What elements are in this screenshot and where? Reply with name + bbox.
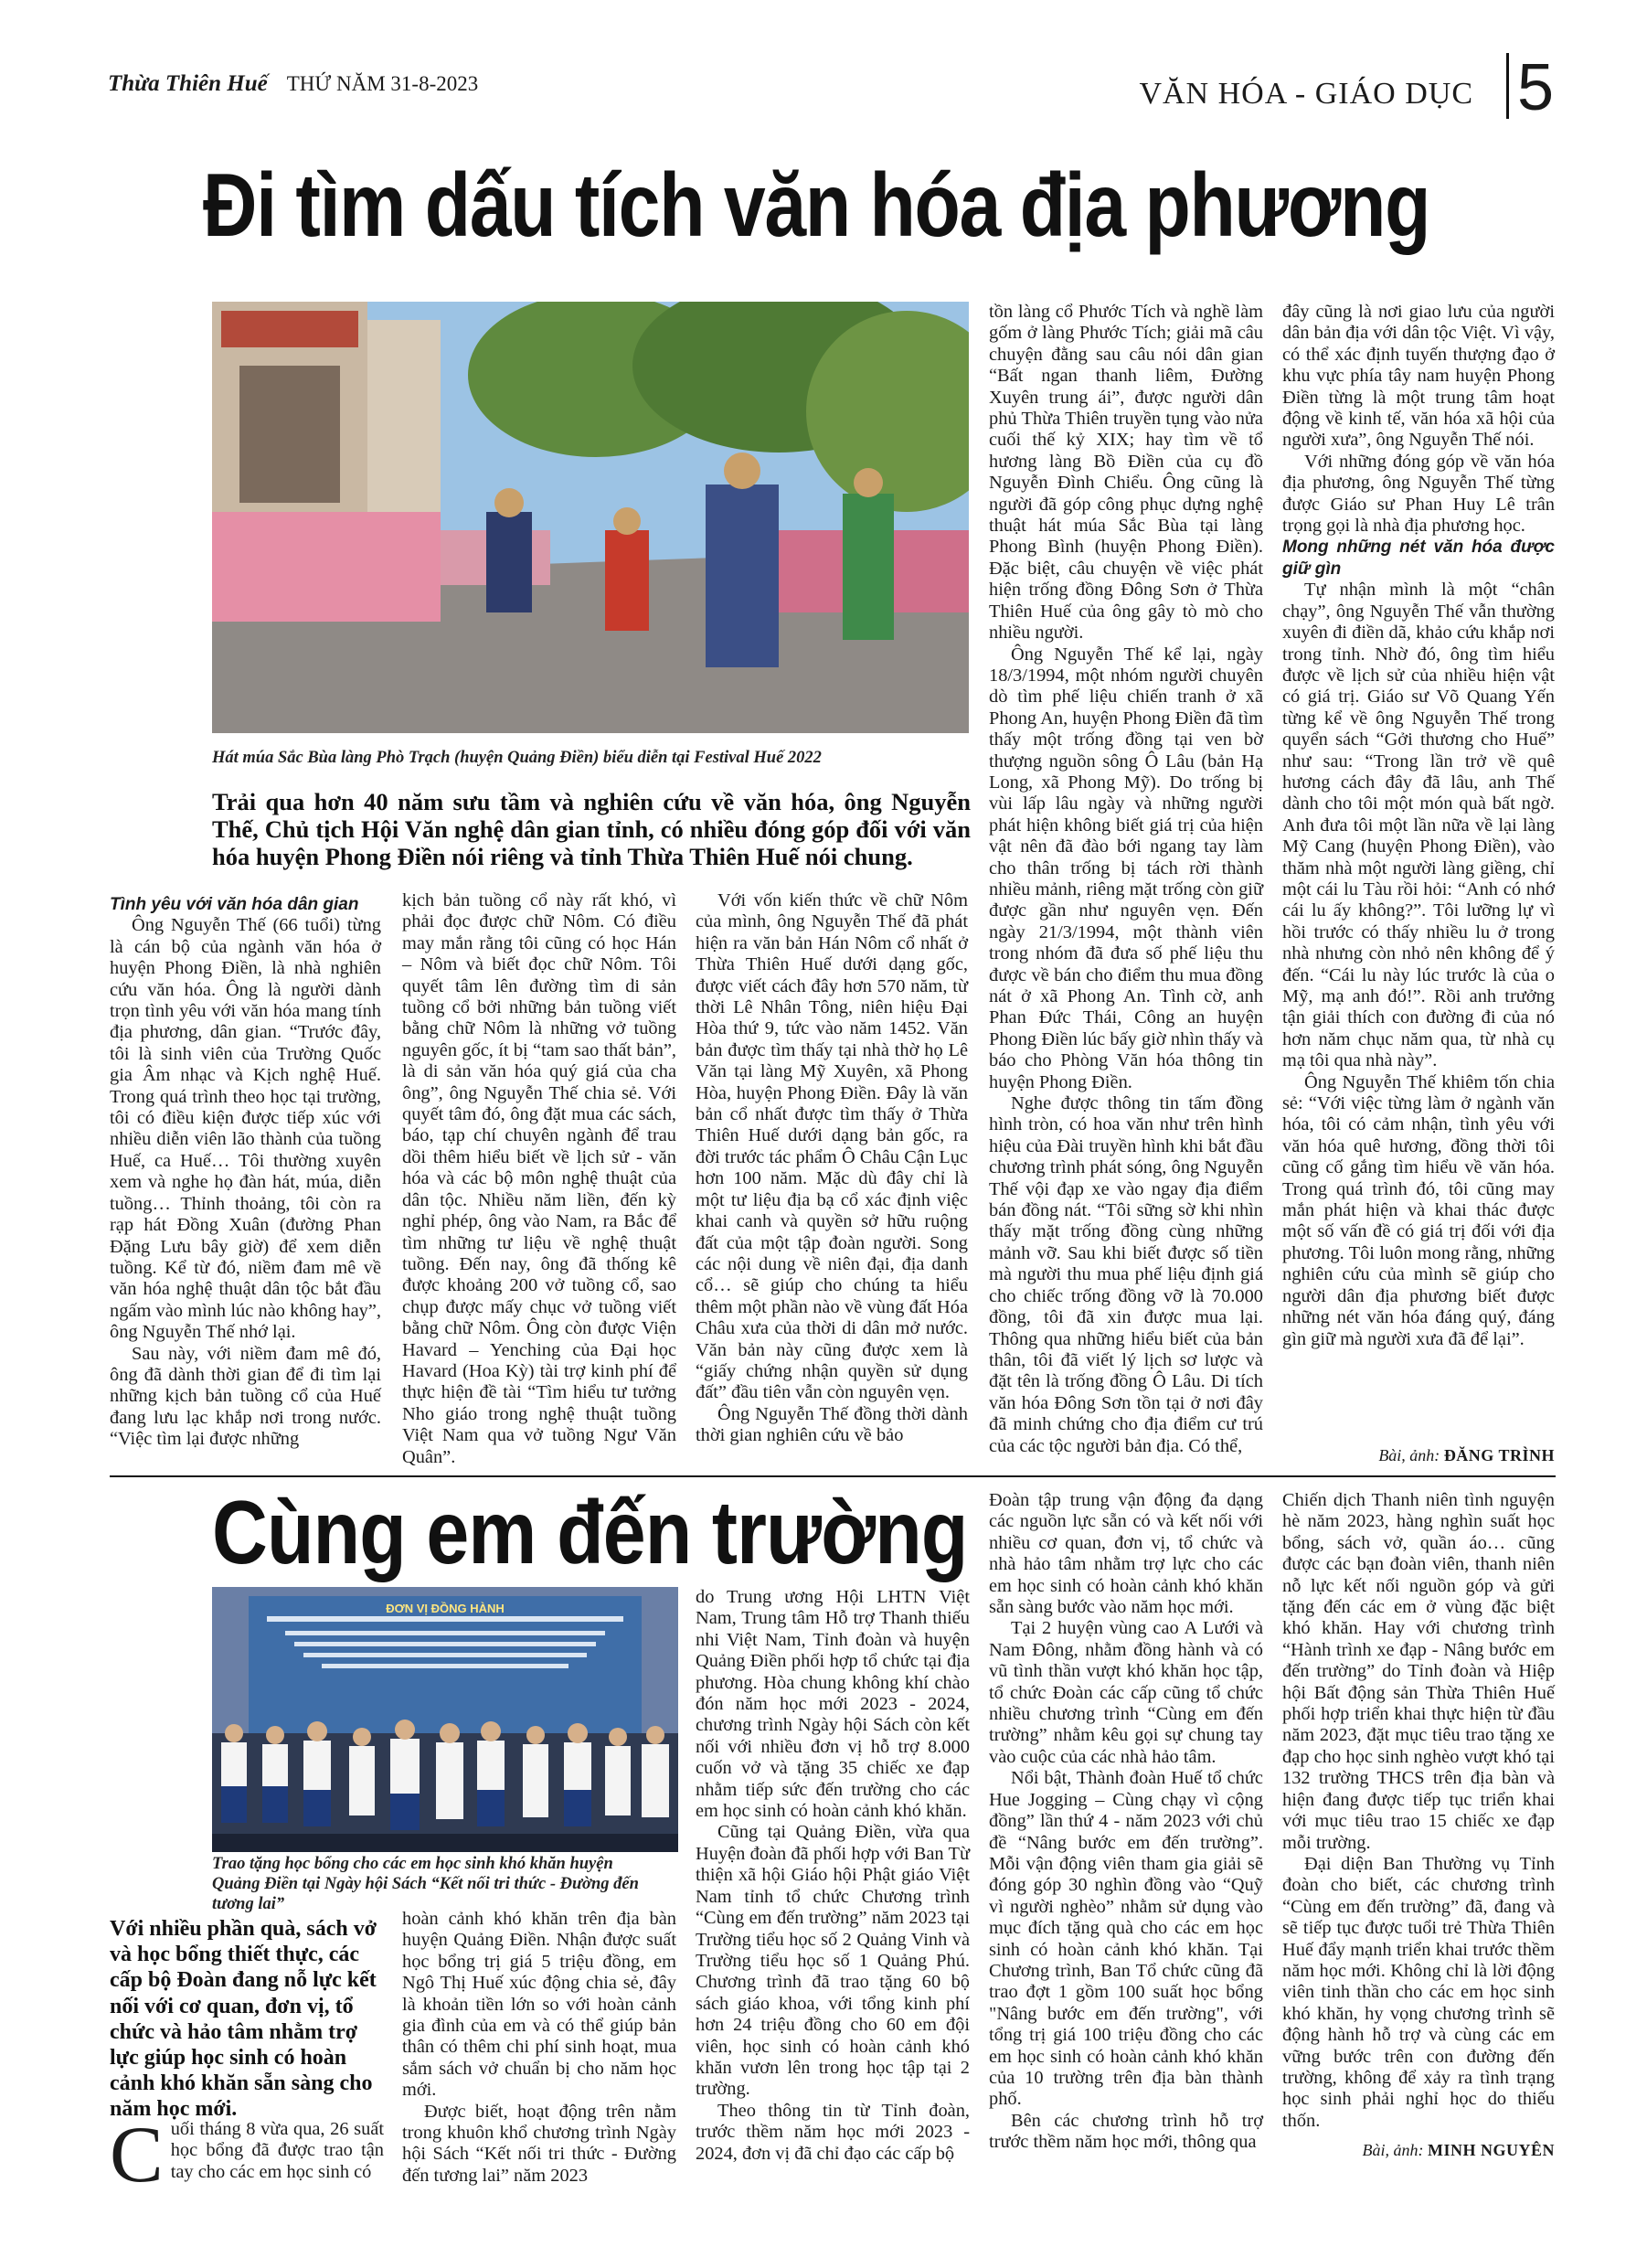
article1-column-5	[1282, 302, 1555, 1350]
article2-column-3	[696, 1587, 970, 2165]
dropcap: C	[110, 2111, 164, 2199]
article1-photo	[212, 302, 969, 733]
paragraph: Đại diện Ban Thường vụ Tỉnh đoàn cho biết, các chương trình “Cùng em đến trường” đã, đang và sẽ tiếp tục được tuổi trẻ Thừa Thiên Huế đẩy mạnh triển khai trước thềm năm học mới. Không chỉ là lời động viên tinh thần cho các em học sinh khó khăn, hy vọng chương trình sẽ động hành hỗ trợ và cùng các em vững bước trên con đường đến trường, không để xảy ra tình trạng học sinh phải nghỉ học do thiếu thốn.	[1282, 1853, 1555, 2131]
masthead-divider	[1506, 53, 1509, 119]
paragraph: Với những đóng góp về văn hóa địa phương, ông Nguyễn Thế từng được Giáo sư Phan Huy Lê trân trọng gọi là nhà địa phương học.	[1282, 451, 1555, 537]
article2-byline	[1282, 2141, 1555, 2160]
paragraph: Nổi bật, Thành đoàn Huế tổ chức Hue Jogging – Cùng chạy vì cộng đồng” lần thứ 4 - năm 2023 với chủ đề “Nâng bước em đến trường”. Mỗi vận động viên tham gia giải sẽ đóng góp 30 nghìn đồng vào “Quỹ vì người nghèo” nhằm sử dụng vào mục đích tặng quà cho các em học sinh có hoàn cảnh khó khăn. Tại Chương trình, Ban Tổ chức cũng đã trao đợt 1 gồm 100 suất học bổng "Nâng bước em đến trường", với tổng trị giá 100 triệu đồng cho các em học sinh có hoàn cảnh khó khăn của 10 trường trên địa bàn thành phố.	[989, 1768, 1263, 2110]
article1-subhead-2: Mong những nét văn hóa được giữ gìn	[1282, 538, 1555, 579]
paragraph: đây cũng là nơi giao lưu của người dân bản địa với dân tộc Việt. Vì vậy, có thể xác định tuyến thượng đạo ở khu vực phía tây nam huyện Phong Điền từng là một trung tâm hoạt động về kinh tế, văn hóa xã hội của người xưa”, ông Nguyễn Thế nói.	[1282, 302, 1555, 451]
article2-lead: Với nhiều phần quà, sách vở và học bổng thiết thực, các cấp bộ Đoàn đang nỗ lực kết nối với cơ quan, đơn vị, tổ chức và hảo tâm nhằm trợ lực giúp học sinh có hoàn cảnh khó khăn sẵn sàng cho năm học mới.	[110, 1917, 377, 2122]
paragraph: Đoàn tập trung vận động đa dạng các nguồn lực sẵn có và kết nối với nhiều cơ quan, đơn vị, tổ chức và nhà hảo tâm nhằm trợ lực cho các em học sinh có hoàn cảnh khó khăn sẵn sàng bước vào năm học mới.	[989, 1490, 1263, 1618]
article1-column-2	[402, 890, 676, 1468]
banner-title: ĐƠN VỊ ĐỒNG HÀNH	[386, 1602, 505, 1615]
masthead-left	[108, 71, 478, 97]
article1-headline: Đi tìm dấu tích văn hóa địa phương	[203, 154, 1430, 255]
paragraph-text: uối tháng 8 vừa qua, 26 suất học bổng đã được trao tận tay cho các em học sinh có	[170, 2119, 384, 2182]
article2-column-5	[1282, 1490, 1555, 2132]
paragraph: Ông Nguyễn Thế khiêm tốn chia sẻ: “Với việc từng làm ở ngành văn hóa, tôi có cảm nhận, tình yêu với văn hóa quê hương, đồng thời tôi cũng cố gắng tìm hiểu về văn hóa. Trong quá trình đó, tôi cũng may mắn phát hiện và khai thác được một số vấn đề có giá trị đối với địa phương. Tôi luôn mong rằng, những nghiên cứu của mình sẽ giúp cho người dân địa phương biết được những nét văn hóa đáng quý, đáng gìn giữ mà người xưa đã để lại”.	[1282, 1071, 1555, 1349]
article2-photo	[212, 1587, 678, 1852]
article2-column-1	[110, 2111, 384, 2199]
paragraph: tồn làng cổ Phước Tích và nghề làm gốm ở làng Phước Tích; giải mã câu chuyện đằng sau câu nói dân gian “Bất ngan thanh liêm, Đường Xuyên trung ái”, được người dân phủ Thừa Thiên truyền tụng vào nửa cuối thế kỷ XIX; hay tìm về tổ hương làng Bồ Điền của cụ đồ Nguyễn Đình Chiểu. Ông cũng là người đã góp công phục dựng nghệ thuật hát múa Sắc Bùa tại làng Phong Bình (huyện Phong Điền). Đặc biệt, câu chuyện về việc phát hiện trống đồng Đông Sơn ở Thừa Thiên Huế của ông gây tò mò cho nhiều người.	[989, 302, 1263, 644]
byline-prefix: Bài, ảnh:	[1362, 2141, 1424, 2159]
paragraph: Sau này, với niềm đam mê đó, ông đã dành thời gian để đi tìm lại những kịch bản tuồng cổ của Huế đang lưu lạc khắp nơi trong nước. “Việc tìm lại được những	[110, 1343, 381, 1450]
article1-lead: Trải qua hơn 40 năm sưu tầm và nghiên cứu về văn hóa, ông Nguyễn Thế, Chủ tịch Hội Văn nghệ dân gian tỉnh, có nhiều đóng góp đối với văn hóa huyện Phong Điền nói riêng và tỉnh Thừa Thiên Huế nói chung.	[212, 788, 971, 870]
paragraph-with-dropcap	[110, 2111, 384, 2199]
article2-photo-caption: Trao tặng học bổng cho các em học sinh khó khăn huyện Quảng Điền tại Ngày hội Sách “Kết nối tri thức - Đường đến tương lai”	[212, 1855, 639, 1913]
byline-prefix: Bài, ảnh:	[1378, 1446, 1440, 1464]
paragraph: Với vốn kiến thức về chữ Nôm của mình, ông Nguyễn Thế đã phát hiện ra văn bản Hán Nôm cổ nhất ở Thừa Thiên Huế dưới dạng gốc, được viết cách đây hơn 570 năm, từ thời Lê Nhân Tông, niên hiệu Đại Hòa thứ 9, tức vào năm 1452. Văn bản được tìm thấy tại nhà thờ họ Lê Văn tại làng Mỹ Xuyên, xã Phong Hòa, huyện Phong Điền. Đây là văn bản cổ nhất được tìm thấy ở Thừa Thiên Huế dưới dạng bản gốc, ra đời trước tác phẩm Ô Châu Cận Lục hơn 100 năm. Mặc dù đây chỉ là một tư liệu địa bạ cổ xác định việc khai canh và quyền sở hữu ruộng đất của một tập đoàn người. Song các nội dung về niên đại, địa danh cổ… sẽ giúp cho chúng ta hiểu thêm một phần nào về vùng đất Hóa Châu xưa của thời di dân mở nước. Văn bản này cũng được xem là “giấy chứng nhận quyền sử dụng đất” đầu tiên vẫn còn nguyên vẹn.	[696, 890, 968, 1403]
paper-name: Thừa Thiên Huế	[108, 71, 268, 96]
article1-photo-caption: Hát múa Sắc Bùa làng Phò Trạch (huyện Quảng Điền) biểu diễn tại Festival Huế 2022	[212, 749, 822, 767]
article1-subhead: Tình yêu với văn hóa dân gian	[110, 895, 359, 914]
article2-column-4	[989, 1490, 1263, 2154]
article1-column-4	[989, 302, 1263, 1457]
article1-column-1	[110, 894, 381, 1451]
page-number: 5	[1517, 51, 1555, 124]
paragraph: kịch bản tuồng cổ này rất khó, vì phải đọc được chữ Nôm. Có điều may mắn rằng tôi cũng có học Hán – Nôm và biết đọc chữ Nôm. Tôi quyết tâm lên đường tìm di sản tuồng cổ bởi những bản tuồng viết bằng chữ Nôm là những vở tuồng nguyên gốc, ít bị “tam sao thất bản”, là di sản văn hóa quý giá của cha ông”, ông Nguyễn Thế chia sẻ. Với quyết tâm đó, ông đặt mua các sách, báo, tạp chí chuyên ngành để trau dồi thêm hiểu biết về lịch sử - văn hóa và các bộ môn nghệ thuật của dân tộc. Nhiều năm liền, đến kỳ nghỉ phép, ông vào Nam, ra Bắc để tìm những tư liệu về nghệ thuật tuồng. Đến nay, ông đã thống kê được khoảng 200 vở tuồng cổ, sao chụp được mấy chục vở tuồng viết bằng chữ Nôm. Ông còn được Viện Havard – Yenching của Đại học Havard (Hoa Kỳ) tài trợ kinh phí để thực hiện đề tài “Tìm hiểu tư tưởng Nho giáo trong nghệ thuật tuồng Việt Nam qua vở tuồng Ngư Văn Quân”.	[402, 890, 676, 1467]
paragraph: hoàn cảnh khó khăn trên địa bàn huyện Quảng Điền. Nhận được suất học bổng trị giá 5 triệu đồng, em Ngô Thị Huế xúc động chia sẻ, đây là khoản tiền lớn so với hoàn cảnh gia đình của em và có thể giúp bản thân có thêm chi phí sinh hoạt, mua sắm sách vở chuẩn bị cho năm học mới.	[402, 1909, 676, 2101]
paragraph: Nghe được thông tin tấm đồng hình tròn, có hoa văn như trên hình hiệu của Đài truyền hình khi bắt đầu chương trình phát sóng, ông Nguyễn Thế vội đạp xe vào ngay địa điểm bán đồng nát. “Tôi sững sờ khi nhìn thấy mặt trống đồng cùng những mảnh vỡ. Sau khi biết được số tiền mà người thu mua phế liệu định giá cho chiếc trống đồng vỡ là 70.000 đồng, tôi đã xin được mua lại. Thông qua những hiểu biết của bản thân, tôi đã viết lý lịch sơ lược và đặt tên là trống đồng Ô Lâu. Di tích văn hóa Đông Sơn tồn tại ở nơi đây đã minh chứng cho địa điểm cư trú của các tộc người bản địa. Có thể,	[989, 1093, 1263, 1456]
festival-parade-image	[212, 302, 969, 733]
section-divider	[110, 1475, 1556, 1477]
paragraph: Theo thông tin từ Tỉnh đoàn, trước thềm năm học mới 2023 - 2024, đơn vị đã chỉ đạo các cấp bộ	[696, 2100, 970, 2164]
paragraph: Ông Nguyễn Thế kể lại, ngày 18/3/1994, một nhóm người chuyên dò tìm phế liệu chiến tranh ở xã Phong An, huyện Phong Điền đã tìm thấy một trống đồng tại ven bờ thượng nguồn sông Ô Lâu (bản Hạ Long, xã Phong Mỹ). Do trống bị vùi lấp lâu ngày và những người phát hiện không biết giá trị của hiện vật nên đã đào bới ngang tay làm cho thân trống bị tách rời thành nhiều mảnh, riêng mặt trống còn giữ được gần như nguyên vẹn. Đến ngày 21/3/1994, một thành viên trong nhóm đã đưa số phế liệu thu được về bán cho điểm thu mua đồng nát ở xã Phong An. Tình cờ, anh Phan Đức Thái, Công an huyện Phong Điền lúc bấy giờ nhìn thấy và báo cho Phòng Văn hóa thông tin huyện Phong Điền.	[989, 644, 1263, 1092]
issue-date: THỨ NĂM 31-8-2023	[286, 72, 479, 95]
article2-column-2	[402, 1909, 676, 2187]
paragraph: Ông Nguyễn Thế (66 tuổi) từng là cán bộ của ngành văn hóa ở huyện Phong Điền, là nhà nghiên cứu văn hóa. Ông là người dành trọn tình yêu với văn hóa mang tính địa phương, dân gian. “Trước đây, tôi là sinh viên của Trường Quốc gia Âm nhạc và Kịch nghệ Huế. Trong quá trình theo học tại trường, tôi có điều kiện được tiếp xúc với nhiều diễn viên lão thành của tuồng Huế, ca Huế… Tôi thường xuyên xem và nghe họ đàn hát, múa, diễn tuồng… Thỉnh thoảng, tôi còn ra rạp hát Đồng Xuân (đường Phan Đặng Lưu bây giờ) để xem diễn tuồng. Kể từ đó, niềm đam mê về văn hóa nghệ thuật dân tộc bắt đầu ngấm vào mình lúc nào không hay”, ông Nguyễn Thế nhớ lại.	[110, 915, 381, 1343]
byline-author: ĐĂNG TRÌNH	[1443, 1446, 1555, 1464]
scholarship-ceremony-image	[212, 1587, 678, 1852]
paragraph: Tự nhận mình là một “chân chạy”, ông Nguyễn Thế vẫn thường xuyên đi điền dã, khảo cứu khắp nơi trong tỉnh. Nhờ đó, ông tìm hiểu được về lịch sử của nhiều hiện vật có giá trị. Giáo sư Võ Quang Yến từng kể về ông Nguyễn Thế trong quyển sách “Gởi thương cho Huế” như sau: “Trong lần trở về quê hương cách đây đã lâu, anh Thế dành cho tôi một món quà bất ngờ. Anh đưa tôi một lần nữa về lại làng Mỹ Cang (huyện Phong Điền), vào thăm nhà một người làng giềng, chỉ một cái lu Tàu rồi hỏi: “Anh có nhớ cái lu ấy không?”. Tôi lưỡng lự vì hồi trước có thấy nhiều lu ở trong nhà nhưng còn nhỏ nên không để ý đến. “Cái lu này lúc trước là của o Mỹ, mạ anh đó!”. Rồi anh trưởng tận giải thích con đường đi của nó hơn năm chục năm qua, từ nhà cụ mạ tôi qua nhà này”.	[1282, 580, 1555, 1071]
paragraph: Được biết, hoạt động trên nằm trong khuôn khổ chương trình Ngày hội Sách “Kết nối tri thức - Đường đến tương lai” năm 2023	[402, 2101, 676, 2186]
section-title: VĂN HÓA - GIÁO DỤC	[1139, 77, 1473, 111]
article2-headline: Cùng em đến trường	[212, 1482, 968, 1582]
paragraph: Cũng tại Quảng Điền, vừa qua Huyện đoàn đã phối hợp với Ban Từ thiện xã hội Giáo hội Phật giáo Việt Nam tỉnh tổ chức Chương trình “Cùng em đến trường” năm 2023 tại Trường tiểu học số 2 Quảng Vinh và Trường tiểu học số 1 Quảng Phú. Chương trình đã trao tặng 60 bộ sách giáo khoa, với tổng kinh phí hơn 24 triệu đồng cho 60 em đội viên, học sinh có hoàn cảnh khó khăn vươn lên trong học tập tại 2 trường.	[696, 1822, 970, 2100]
paragraph: Ông Nguyễn Thế đồng thời dành thời gian nghiên cứu về bảo	[696, 1403, 968, 1446]
paragraph: Tại 2 huyện vùng cao A Lưới và Nam Đông, nhằm đồng hành và có vũ tình thần vượt khó khăn học tập, tổ chức Đoàn các cấp cũng tổ chức nhiều chương trình “Cùng em đến trường” nhằm kêu gọi sự chung tay vào cuộc của các nhà hảo tâm.	[989, 1618, 1263, 1767]
byline-author: MINH NGUYÊN	[1428, 2141, 1555, 2159]
article1-byline	[1282, 1446, 1555, 1465]
article1-column-3	[696, 890, 968, 1447]
paragraph: do Trung ương Hội LHTN Việt Nam, Trung tâm Hỗ trợ Thanh thiếu nhi Việt Nam, Tỉnh đoàn và huyện Quảng Điền phối hợp tổ chức tại địa phương. Hòa chung không khí chào đón năm học mới 2023 - 2024, chương trình Ngày hội Sách còn kết nối với nhiều đơn vị hỗ trợ 8.000 cuốn vở và tặng 35 chiếc xe đạp nhằm tiếp sức đến trường cho các em học sinh có hoàn cảnh khó khăn.	[696, 1587, 970, 1822]
paragraph: Bên các chương trình hỗ trợ trước thềm năm học mới, thông qua	[989, 2110, 1263, 2153]
paragraph: Chiến dịch Thanh niên tình nguyện hè năm 2023, hàng nghìn suất học bổng, sách vở, quần áo… cũng được các bạn đoàn viên, thanh niên nỗ lực kết nối nguồn góp và gửi tặng đến các em ở vùng đặc biệt khó khăn. Hay với chương trình “Hành trình xe đạp - Nâng bước em đến trường” do Tỉnh đoàn và Hiệp hội Bất động sản Thừa Thiên Huế phối hợp triển khai thực hiện từ đầu năm 2023, đặt mục tiêu trao tặng xe đạp cho học sinh nghèo vượt khó tại 132 trường THCS trên địa bàn và hiện đang được tiếp tục triển khai với mục tiêu trao 15 chiếc xe đạp mỗi trường.	[1282, 1490, 1555, 1853]
